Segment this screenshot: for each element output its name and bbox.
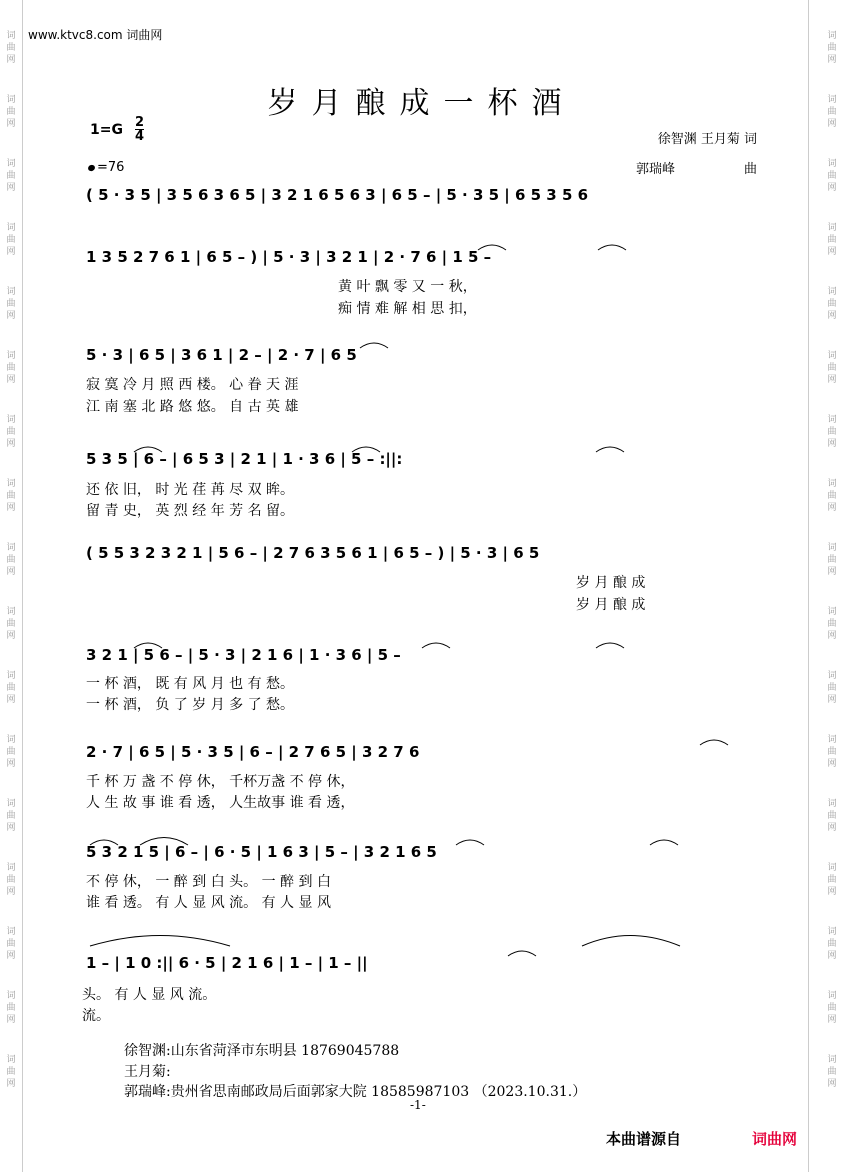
watermark-char: 网: [6, 1079, 16, 1089]
watermark-char: 网: [827, 1079, 837, 1089]
watermark-char: 曲: [827, 235, 837, 245]
watermark-char: 词: [827, 735, 837, 745]
watermark-char: 网: [827, 759, 837, 769]
watermark-char: 网: [6, 439, 16, 449]
watermark-char: 词: [827, 415, 837, 425]
lyric-line: 留 青 史， 英 烈 经 年 芳 名 留。: [86, 503, 295, 519]
lyricist-credit: 徐智渊 王月菊 词: [657, 132, 757, 147]
watermark-char: 词: [6, 287, 16, 297]
lyric-line: 不 停 休， 一 醉 到 白 头。 一 醉 到 白: [86, 874, 331, 890]
watermark-char: 网: [827, 311, 837, 321]
contact-line: [124, 1061, 171, 1081]
watermark-char: 曲: [6, 427, 16, 437]
watermark-char: 词: [827, 351, 837, 361]
watermark-char: 曲: [827, 299, 837, 309]
watermark-char: 词: [6, 863, 16, 873]
watermark-char: 曲: [827, 747, 837, 757]
watermark-char: 曲: [6, 683, 16, 693]
watermark-char: 词: [827, 1055, 837, 1065]
watermark-char: 曲: [827, 875, 837, 885]
watermark-char: 网: [6, 631, 16, 641]
watermark-char: 曲: [827, 1067, 837, 1077]
watermark-char: 网: [6, 311, 16, 321]
lyric-line: 江 南 塞 北 路 悠 悠。 自 古 英 雄: [86, 399, 299, 415]
watermark-char: 词: [6, 927, 16, 937]
slur-icon: [598, 245, 626, 250]
watermark-char: 词: [827, 543, 837, 553]
watermark-char: 曲: [6, 555, 16, 565]
watermark-char: 网: [827, 183, 837, 193]
watermark-char: 曲: [6, 1003, 16, 1013]
lyric-line: 还 依 旧， 时 光 荏 苒 尽 双 眸。: [86, 482, 295, 498]
contact-name: 郭瑞峰:: [124, 1084, 171, 1100]
watermark-char: 曲: [827, 43, 837, 53]
song-title: 岁月酿成一杯酒: [267, 86, 576, 121]
watermark-char: 曲: [6, 235, 16, 245]
slur-icon: [478, 245, 506, 250]
site-header: www.ktvc8.com 词曲网: [28, 28, 163, 42]
watermark-char: 曲: [827, 171, 837, 181]
watermark-char: 网: [6, 375, 16, 385]
watermark-char: 网: [827, 503, 837, 513]
watermark-char: 曲: [827, 811, 837, 821]
watermark-char: 网: [827, 439, 837, 449]
watermark-char: 词: [827, 607, 837, 617]
contact-name: 徐智渊:: [124, 1043, 171, 1059]
watermark-char: 曲: [6, 875, 16, 885]
watermark-char: 网: [6, 183, 16, 193]
watermark-char: 曲: [6, 811, 16, 821]
watermark-char: 词: [827, 927, 837, 937]
watermark-char: 曲: [827, 683, 837, 693]
watermark-char: 曲: [827, 363, 837, 373]
watermark-char: 网: [827, 1015, 837, 1025]
watermark-char: 词: [6, 799, 16, 809]
notation-row: 3 2 1 | 5 6 – | 5 · 3 | 2 1 6 | 1 · 3 6 | 5 –: [86, 646, 401, 664]
lyric-line: 流。: [82, 1008, 110, 1024]
watermark-char: 网: [827, 567, 837, 577]
watermark-char: 词: [6, 479, 16, 489]
slur-icon: [360, 343, 388, 348]
watermark-char: 网: [827, 247, 837, 257]
watermark-char: 词: [6, 671, 16, 681]
watermark-char: 词: [827, 671, 837, 681]
contact-line: [124, 1081, 586, 1101]
watermark-char: 网: [6, 951, 16, 961]
watermark-char: 网: [6, 759, 16, 769]
slur-icon: [140, 838, 188, 846]
watermark-char: 曲: [6, 491, 16, 501]
lyric-line: 谁 看 透。 有 人 显 风 流。 有 人 显 风: [86, 895, 331, 911]
watermark-char: 网: [6, 887, 16, 897]
watermark-char: 词: [827, 159, 837, 169]
slur-icon: [596, 643, 624, 648]
watermark-char: 词: [827, 95, 837, 105]
watermark-char: 网: [827, 887, 837, 897]
notation-row: 5 3 2 1 5 | 6 – | 6 · 5 | 1 6 3 | 5 – | 3 2 1 6 5: [86, 843, 437, 861]
lyric-line: 岁 月 酿 成: [576, 597, 646, 613]
watermark-char: 网: [827, 823, 837, 833]
watermark-char: 曲: [827, 555, 837, 565]
composer-credit: 郭瑞峰: [636, 162, 676, 177]
watermark-char: 曲: [6, 619, 16, 629]
slur-icon: [90, 936, 230, 947]
slur-icon: [90, 840, 118, 845]
watermark-char: 网: [827, 631, 837, 641]
watermark-char: 词: [6, 735, 16, 745]
lyric-line: 一 杯 酒， 负 了 岁 月 多 了 愁。: [86, 697, 295, 713]
lyric-line: 头。 有 人 显 风 流。: [82, 987, 217, 1003]
watermark-char: 词: [6, 223, 16, 233]
watermark-char: 词: [6, 415, 16, 425]
slur-icon: [456, 840, 484, 845]
notation-row: ( 5 5 3 2 3 2 1 | 5 6 – | 2 7 6 3 5 6 1 | 6 5 – ) | 5 · 3 | 6 5: [86, 544, 540, 562]
lyric-line: 黄 叶 飘 零 又 一 秋，: [338, 279, 477, 295]
slur-icon: [422, 643, 450, 648]
tempo-value: =76: [97, 160, 125, 175]
watermark-char: 词: [827, 31, 837, 41]
watermark-char: 网: [6, 1015, 16, 1025]
watermark-char: 词: [6, 95, 16, 105]
notation-row: 2 · 7 | 6 5 | 5 · 3 5 | 6 – | 2 7 6 5 | 3 2 7 6: [86, 743, 420, 761]
watermark-char: 网: [6, 695, 16, 705]
lyric-line: 岁 月 酿 成: [576, 575, 646, 591]
watermark-char: 曲: [827, 491, 837, 501]
slur-icon: [508, 951, 536, 956]
time-signature-bottom: 4: [135, 129, 145, 144]
watermark-char: 词: [6, 543, 16, 553]
watermark-char: 曲: [6, 1067, 16, 1077]
watermark-char: 网: [6, 567, 16, 577]
slur-icon: [596, 447, 624, 452]
lyric-line: 人 生 故 事 谁 看 透， 人生故事 谁 看 透，: [86, 795, 355, 811]
watermark-char: 网: [6, 119, 16, 129]
watermark-char: 网: [827, 951, 837, 961]
watermark-char: 网: [827, 695, 837, 705]
contact-line: [124, 1040, 399, 1060]
watermark-char: 词: [6, 159, 16, 169]
slur-icon: [700, 740, 728, 745]
watermark-char: 曲: [827, 1003, 837, 1013]
watermark-char: 网: [6, 55, 16, 65]
notation-row: 5 · 3 | 6 5 | 3 6 1 | 2 – | 2 · 7 | 6 5: [86, 346, 357, 364]
watermark-char: 曲: [6, 363, 16, 373]
watermark-char: 词: [827, 991, 837, 1001]
watermark-char: 词: [6, 1055, 16, 1065]
notation-row: 1 – | 1 0 :|| 6 · 5 | 2 1 6 | 1 – | 1 – ||: [86, 954, 368, 972]
page-number: -1-: [410, 1098, 426, 1112]
watermark-char: 网: [6, 503, 16, 513]
watermark-char: 词: [6, 31, 16, 41]
watermark-char: 词: [827, 479, 837, 489]
slur-icon: [134, 447, 162, 452]
watermark-char: 曲: [6, 939, 16, 949]
watermark-char: 曲: [827, 427, 837, 437]
slur-icon: [352, 447, 380, 452]
watermark-char: 曲: [827, 107, 837, 117]
watermark-char: 网: [827, 55, 837, 65]
watermark-char: 曲: [827, 939, 837, 949]
source-brand-link[interactable]: 词曲网: [752, 1130, 798, 1148]
watermark-char: 词: [6, 351, 16, 361]
time-signature-top: 2: [135, 115, 145, 130]
contact-info: 贵州省思南邮政局后面郭家大院 18585987103 （2023.10.31.）: [170, 1084, 587, 1100]
lyric-line: 痴 情 难 解 相 思 扣，: [338, 301, 477, 317]
watermark-char: 曲: [6, 43, 16, 53]
key-signature: 1=G: [90, 122, 123, 138]
slur-icon: [650, 840, 678, 845]
lyric-line: 一 杯 酒， 既 有 风 月 也 有 愁。: [86, 676, 295, 692]
watermark-char: 词: [827, 799, 837, 809]
lyric-line: 千 杯 万 盏 不 停 休， 千杯万盏 不 停 休，: [86, 774, 355, 790]
watermark-char: 词: [827, 223, 837, 233]
watermark-char: 网: [6, 247, 16, 257]
watermark-char: 词: [827, 863, 837, 873]
watermark-char: 曲: [6, 747, 16, 757]
composer-suffix: 曲: [744, 162, 758, 177]
watermark-char: 词: [827, 287, 837, 297]
watermark-char: 网: [827, 375, 837, 385]
watermark-char: 词: [6, 991, 16, 1001]
notation-row: ( 5 · 3 5 | 3 5 6 3 6 5 | 3 2 1 6 5 6 3 | 6 5 – | 5 · 3 5 | 6 5 3 5 6: [86, 186, 589, 204]
source-label: 本曲谱源自: [606, 1130, 682, 1148]
lyric-line: 寂 寞 冷 月 照 西 楼。 心 眷 天 涯: [86, 377, 299, 393]
contact-name: 王月菊:: [124, 1064, 171, 1080]
slur-icon: [582, 936, 680, 947]
watermark-char: 曲: [827, 619, 837, 629]
slur-icon: [134, 643, 162, 648]
watermark-char: 曲: [6, 107, 16, 117]
watermark-char: 网: [827, 119, 837, 129]
watermark-char: 词: [6, 607, 16, 617]
notation-row: 1 3 5 2 7 6 1 | 6 5 – ) | 5 · 3 | 3 2 1 | 2 · 7 6 | 1 5 –: [86, 248, 492, 266]
contact-info: 山东省菏泽市东明县 18769045788: [170, 1043, 400, 1059]
notation-row: 5 3 5 | 6 – | 6 5 3 | 2 1 | 1 · 3 6 | 5 – :||:: [86, 450, 403, 468]
watermark-char: 曲: [6, 299, 16, 309]
watermark-char: 网: [6, 823, 16, 833]
watermark-char: 曲: [6, 171, 16, 181]
